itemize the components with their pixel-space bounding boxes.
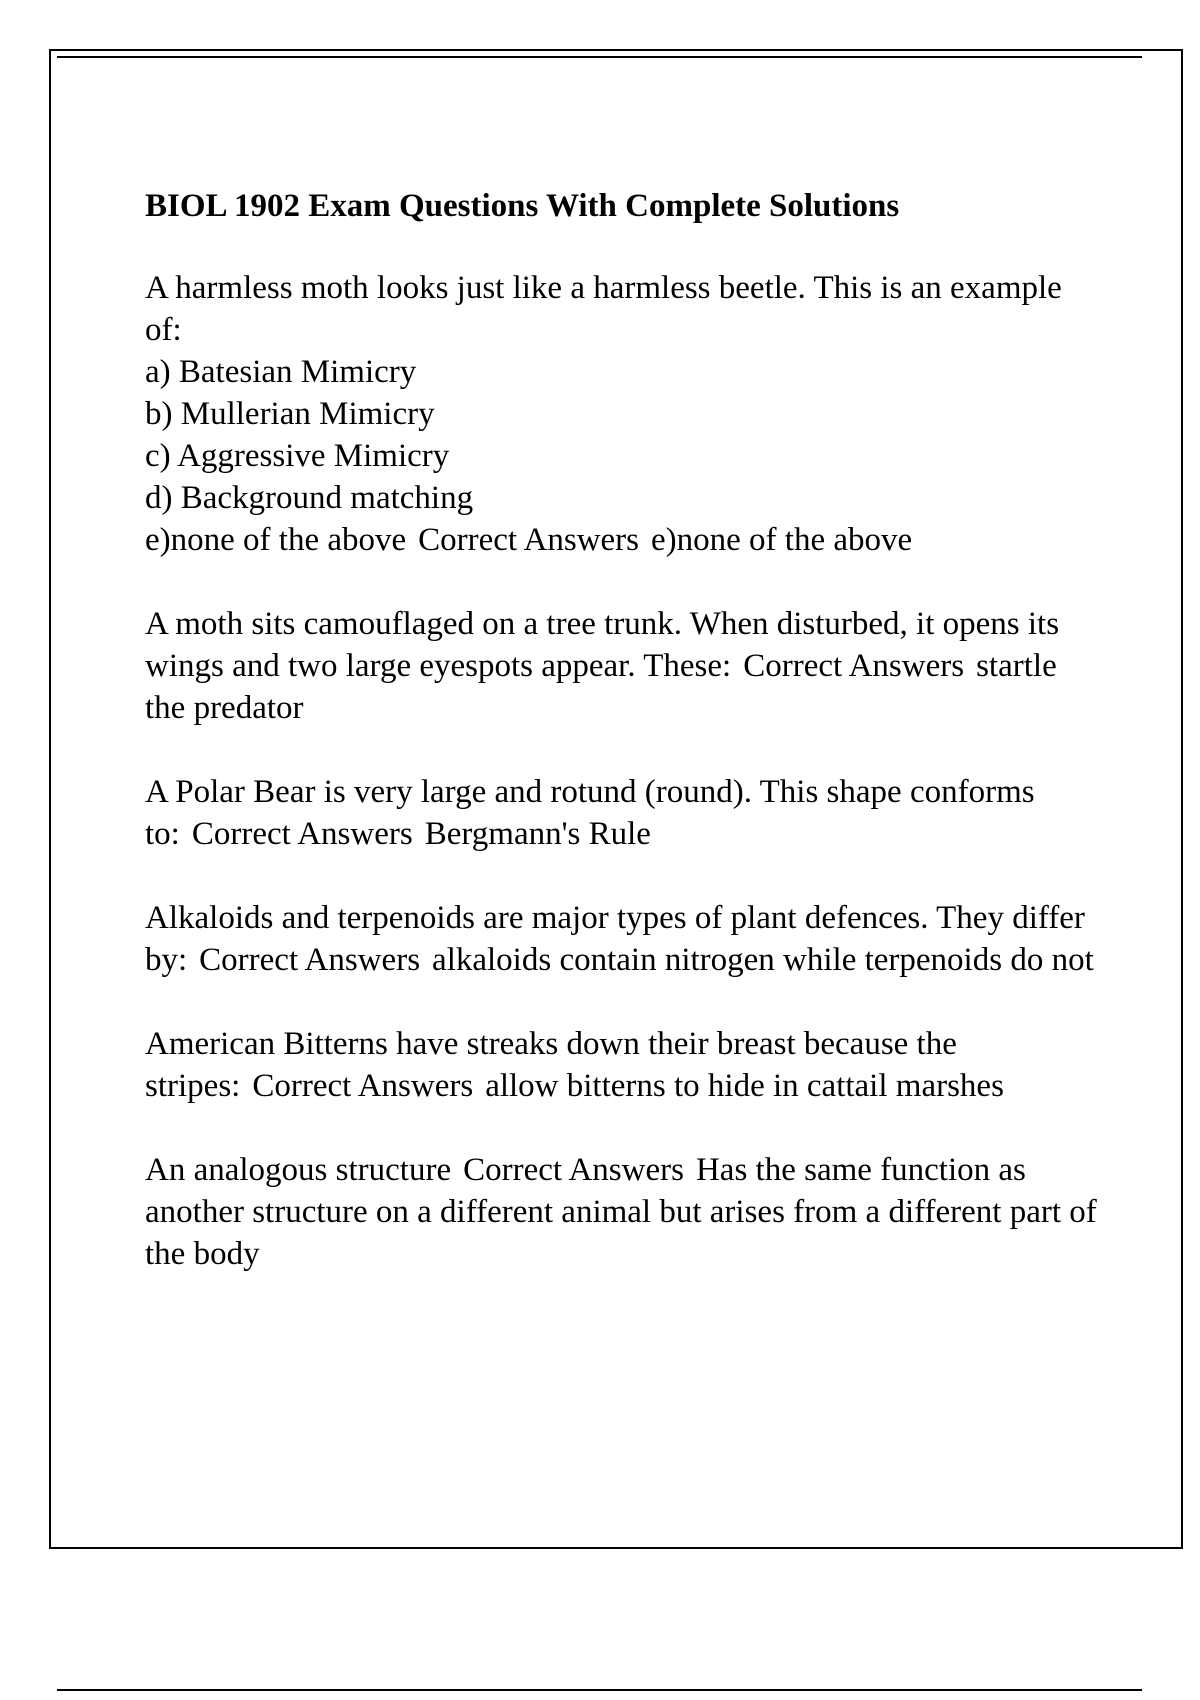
option-d: d) Background matching bbox=[145, 480, 474, 516]
question-answer-line bbox=[145, 603, 1105, 729]
question-answer-line bbox=[145, 771, 1105, 855]
option-e-line bbox=[145, 519, 1105, 561]
option-a: a) Batesian Mimicry bbox=[145, 354, 417, 390]
answer-6-text: Has the same function as another structure on a different animal but arises from a different part of the body bbox=[145, 1152, 1097, 1272]
question-answer-line bbox=[145, 1149, 1105, 1275]
answer-4-text: alkaloids contain nitrogen while terpenoids do not bbox=[432, 942, 1094, 978]
answer-label: Correct Answers bbox=[463, 1152, 684, 1188]
top-rule bbox=[57, 56, 1142, 58]
question-text bbox=[145, 267, 1105, 351]
question-block-2 bbox=[145, 603, 1105, 729]
option-e: e)none of the above bbox=[145, 522, 407, 558]
question-answer-line bbox=[145, 1023, 1105, 1107]
question-4-text: Alkaloids and terpenoids are major types of plant defences. They differ by: bbox=[145, 900, 1085, 978]
option-c: c) Aggressive Mimicry bbox=[145, 438, 450, 474]
document-body bbox=[145, 185, 1105, 1317]
page-title: BIOL 1902 Exam Questions With Complete Solutions bbox=[145, 188, 900, 224]
answer-3-text: Bergmann's Rule bbox=[424, 816, 651, 852]
option-b: b) Mullerian Mimicry bbox=[145, 396, 435, 432]
question-block-6 bbox=[145, 1149, 1105, 1275]
bottom-rule bbox=[57, 1689, 1142, 1691]
question-block-5 bbox=[145, 1023, 1105, 1107]
question-2-text: A moth sits camouflaged on a tree trunk. When disturbed, it opens its wings and two large eyespots appear. These: bbox=[145, 606, 1060, 684]
answer-label: Correct Answers bbox=[743, 648, 965, 684]
question-5-text: American Bitterns have streaks down their breast because the stripes: bbox=[145, 1026, 957, 1104]
answer-label: Correct Answers bbox=[252, 1068, 474, 1104]
question-answer-line bbox=[145, 897, 1105, 981]
question-block-3 bbox=[145, 771, 1105, 855]
question-6-text: An analogous structure bbox=[145, 1152, 452, 1188]
question-3-text: A Polar Bear is very large and rotund (round). This shape conforms to: bbox=[145, 774, 1035, 852]
answer-5-text: allow bitterns to hide in cattail marshes bbox=[485, 1068, 1004, 1104]
answer-2-text: startle the predator bbox=[145, 648, 1057, 726]
answer-label: Correct Answers bbox=[199, 942, 421, 978]
question-1-text: A harmless moth looks just like a harmless beetle. This is an example of: bbox=[145, 270, 1062, 348]
answer-label: Correct Answers bbox=[418, 522, 640, 558]
answer-1-text: e)none of the above bbox=[651, 522, 913, 558]
answer-label: Correct Answers bbox=[191, 816, 413, 852]
question-block-1 bbox=[145, 267, 1105, 561]
question-block-4 bbox=[145, 897, 1105, 981]
